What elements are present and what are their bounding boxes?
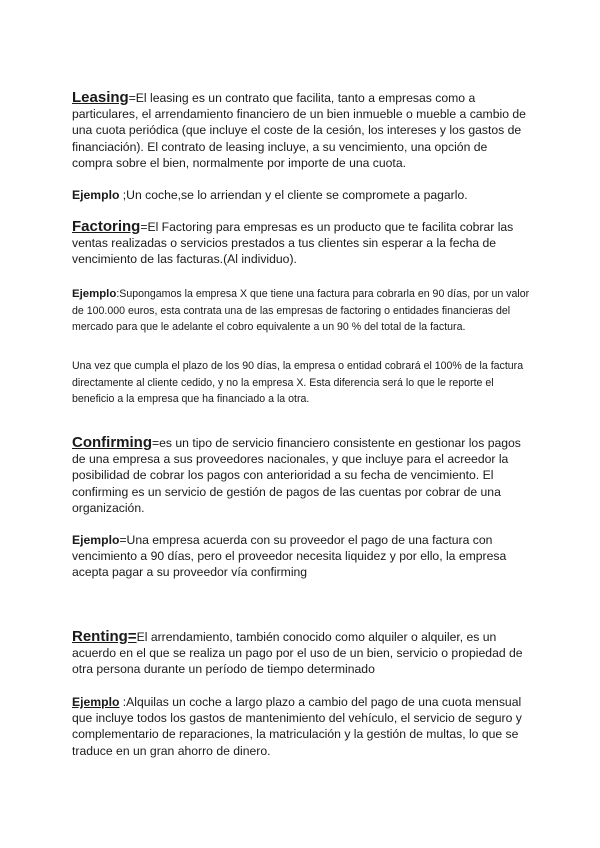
factoring-paragraph (72, 219, 530, 268)
renting-term: Renting= (72, 628, 137, 645)
confirming-example (72, 532, 530, 581)
confirming-definition: =es un tipo de servicio financiero consistente en gestionar los pagos de una empresa a sus proveedores nacionales, y que incluye para el acreedor la posibilidad de cobrar los pagos con anterioridad a su fecha de vencimiento. El confirming es un servicio de gestión de pagos de las cuentas por cobrar de una organización. (72, 436, 521, 515)
factoring-section (72, 219, 530, 268)
renting-definition: El arrendamiento, también conocido como alquiler o alquiler, es un acuerdo en el que se realiza un pago por el uso de un bien, servicio o propiedad de otra persona durante un período de tiempo determinado (72, 630, 523, 677)
confirming-example-label: Ejemplo (72, 533, 120, 547)
renting-example-text: :Alquilas un coche a largo plazo a cambio del pago de una cuota mensual que incluye todos los gastos de mantenimiento del vehículo, el servicio de seguro y complementario de reparaciones, la matriculación y la gestión de multas, lo que se traduce en un gran ahorro de dinero. (72, 695, 522, 758)
confirming-paragraph (72, 435, 530, 516)
renting-example (72, 694, 530, 759)
leasing-example-label: Ejemplo (72, 188, 120, 202)
confirming-term: Confirming (72, 434, 152, 451)
confirming-section (72, 435, 530, 516)
factoring-definition: =El Factoring para empresas es un producto que te facilita cobrar las ventas realizadas o servicios prestados a tus clientes sin esperar a la fecha de vencimiento de las facturas.(Al individuo). (72, 220, 514, 267)
leasing-section (72, 90, 530, 171)
renting-example-label: Ejemplo (72, 695, 120, 709)
leasing-example (72, 187, 530, 203)
factoring-followup (72, 358, 530, 408)
leasing-term: Leasing (72, 89, 129, 106)
renting-paragraph (72, 629, 530, 678)
confirming-example-text: =Una empresa acuerda con su proveedor el pago de una factura con vencimiento a 90 días, pero el proveedor necesita liquidez y por ello, la empresa acepta pagar a su proveedor vía confirming (72, 533, 507, 580)
factoring-example-text: :Supongamos la empresa X que tiene una factura para cobrarla en 90 días, por un valor de 100.000 euros, esta contrata una de las empresas de factoring o entidades financieras del mercado para que le adelante el cobro equivalente a un 90 % del total de la factura. (72, 288, 530, 334)
factoring-example (72, 286, 530, 336)
factoring-followup-text: Una vez que cumpla el plazo de los 90 días, la empresa o entidad cobrará el 100% de la factura directamente al cliente cedido, y no la empresa X. Esta diferencia será lo que le reporte el beneficio a la empresa que ha financiado a la otra. (72, 360, 524, 406)
leasing-paragraph (72, 90, 530, 171)
leasing-example-text: ;Un coche,se lo arriendan y el cliente se compromete a pagarlo. (122, 188, 468, 202)
factoring-term: Factoring (72, 218, 141, 235)
factoring-example-label: Ejemplo (72, 288, 117, 300)
leasing-definition: =El leasing es un contrato que facilita, tanto a empresas como a particulares, el arrendamiento financiero de un bien inmueble o mueble a cambio de una cuota periódica (que incluye el coste de la cesión, los intereses y los gastos de financiación). El contrato de leasing incluye, a su vencimiento, una opción de compra sobre el bien, normalmente por importe de una cuota. (72, 91, 526, 170)
renting-section (72, 629, 530, 678)
